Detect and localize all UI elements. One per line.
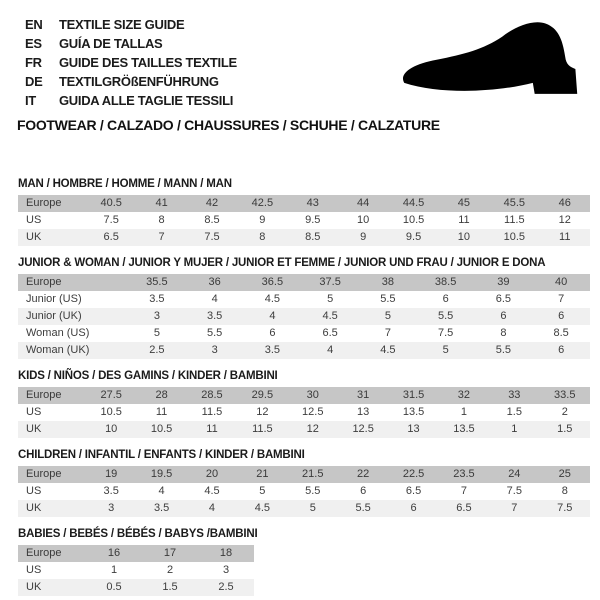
size-cell: 13: [388, 421, 438, 438]
dress-shoe-icon: [395, 18, 580, 106]
size-cell: 5: [128, 325, 186, 342]
row-label: US: [18, 404, 86, 421]
size-cell: 7: [489, 500, 539, 517]
size-cell: 4: [136, 483, 186, 500]
size-cell: 22: [338, 466, 388, 483]
size-section-babies: [18, 528, 600, 596]
size-cell: 2.5: [128, 342, 186, 359]
size-cell: 9.5: [388, 229, 438, 246]
row-label: Junior (US): [18, 291, 128, 308]
size-cell: 10.5: [388, 212, 438, 229]
size-cell: 1.5: [142, 579, 198, 596]
language-code: ES: [25, 36, 42, 51]
language-title: GUÍA DE TALLAS: [59, 36, 163, 51]
size-table-kids: [18, 387, 590, 438]
size-cell: 41: [136, 195, 186, 212]
row-label: UK: [18, 579, 86, 596]
size-cell: 8: [540, 483, 590, 500]
size-cell: 10: [86, 421, 136, 438]
size-cell: 29.5: [237, 387, 287, 404]
size-cell: 7.5: [187, 229, 237, 246]
section-title-children: CHILDREN / INFANTIL / ENFANTS / KINDER / BAMBINI: [18, 449, 305, 461]
row-label: Junior (UK): [18, 308, 128, 325]
section-title-junior-woman: JUNIOR & WOMAN / JUNIOR Y MUJER / JUNIOR ET FEMME / JUNIOR UND FRAU / JUNIOR E DONA: [18, 257, 546, 269]
size-cell: 7: [532, 291, 590, 308]
size-cell: 11.5: [489, 212, 539, 229]
table-row: [18, 562, 254, 579]
table-row: [18, 195, 590, 212]
table-row: [18, 483, 590, 500]
row-label: UK: [18, 500, 86, 517]
size-cell: 23.5: [439, 466, 489, 483]
language-title: GUIDE DES TAILLES TEXTILE: [59, 55, 237, 70]
language-title: TEXTILGRÖßENFÜHRUNG: [59, 74, 219, 89]
table-row: [18, 579, 254, 596]
size-cell: 6: [417, 291, 475, 308]
size-cell: 37.5: [301, 274, 359, 291]
table-row: [18, 342, 590, 359]
size-cell: 7: [439, 483, 489, 500]
size-cell: 4.5: [301, 308, 359, 325]
size-cell: 30: [288, 387, 338, 404]
size-cell: 8: [237, 229, 287, 246]
size-cell: 6: [475, 308, 533, 325]
size-cell: 38.5: [417, 274, 475, 291]
size-cell: 5.5: [359, 291, 417, 308]
size-cell: 5: [417, 342, 475, 359]
size-tables: [0, 178, 600, 596]
size-cell: 8.5: [532, 325, 590, 342]
size-cell: 4: [301, 342, 359, 359]
size-cell: 7: [359, 325, 417, 342]
language-code: EN: [25, 17, 43, 32]
size-cell: 2: [540, 404, 590, 421]
table-row: [18, 404, 590, 421]
row-label: Europe: [18, 466, 86, 483]
size-cell: 18: [198, 545, 254, 562]
row-label: Europe: [18, 195, 86, 212]
size-cell: 4.5: [244, 291, 302, 308]
size-cell: 38: [359, 274, 417, 291]
table-row: [18, 212, 590, 229]
size-cell: 8: [475, 325, 533, 342]
size-cell: 10.5: [489, 229, 539, 246]
size-cell: 5: [359, 308, 417, 325]
size-cell: 13.5: [388, 404, 438, 421]
size-cell: 3: [198, 562, 254, 579]
row-label: Europe: [18, 545, 86, 562]
size-cell: 3: [86, 500, 136, 517]
size-cell: 11.5: [237, 421, 287, 438]
size-cell: 44: [338, 195, 388, 212]
size-cell: 11: [540, 229, 590, 246]
table-row: [18, 291, 590, 308]
table-row: [18, 325, 590, 342]
size-cell: 20: [187, 466, 237, 483]
size-cell: 22.5: [388, 466, 438, 483]
size-cell: 5.5: [475, 342, 533, 359]
table-row: [18, 274, 590, 291]
size-cell: 4: [244, 308, 302, 325]
size-section-kids: [18, 370, 600, 438]
size-cell: 21.5: [288, 466, 338, 483]
size-cell: 6: [532, 342, 590, 359]
table-row: [18, 545, 254, 562]
size-cell: 9: [338, 229, 388, 246]
table-row: [18, 229, 590, 246]
size-cell: 10.5: [136, 421, 186, 438]
row-label: Europe: [18, 387, 86, 404]
size-cell: 39: [475, 274, 533, 291]
size-cell: 8.5: [288, 229, 338, 246]
size-cell: 12: [237, 404, 287, 421]
size-cell: 11.5: [187, 404, 237, 421]
language-code: FR: [25, 55, 42, 70]
section-title-babies: BABIES / BEBÉS / BÉBÉS / BABYS /BAMBINI: [18, 528, 258, 540]
size-table-man: [18, 195, 590, 246]
size-cell: 11: [439, 212, 489, 229]
size-cell: 36.5: [244, 274, 302, 291]
size-cell: 3.5: [128, 291, 186, 308]
size-cell: 25: [540, 466, 590, 483]
size-cell: 6: [244, 325, 302, 342]
size-cell: 35.5: [128, 274, 186, 291]
size-cell: 33: [489, 387, 539, 404]
size-cell: 11: [136, 404, 186, 421]
section-title-man: MAN / HOMBRE / HOMME / MANN / MAN: [18, 178, 232, 190]
size-cell: 0.5: [86, 579, 142, 596]
size-cell: 6: [338, 483, 388, 500]
size-cell: 10: [439, 229, 489, 246]
row-label: Woman (US): [18, 325, 128, 342]
size-cell: 2: [142, 562, 198, 579]
table-row: [18, 466, 590, 483]
size-cell: 5.5: [288, 483, 338, 500]
size-section-man: [18, 178, 600, 246]
size-cell: 6.5: [439, 500, 489, 517]
size-cell: 7.5: [540, 500, 590, 517]
size-cell: 4.5: [237, 500, 287, 517]
size-cell: 7.5: [489, 483, 539, 500]
size-cell: 28: [136, 387, 186, 404]
size-cell: 13: [338, 404, 388, 421]
size-cell: 7.5: [417, 325, 475, 342]
size-cell: 4: [187, 500, 237, 517]
size-cell: 2.5: [198, 579, 254, 596]
size-table-children: [18, 466, 590, 517]
size-cell: 12: [540, 212, 590, 229]
language-title: GUIDA ALLE TAGLIE TESSILI: [59, 93, 234, 108]
size-cell: 4: [186, 291, 244, 308]
size-cell: 5.5: [186, 325, 244, 342]
table-row: [18, 421, 590, 438]
size-cell: 6.5: [86, 229, 136, 246]
size-cell: 3: [128, 308, 186, 325]
size-cell: 1.5: [489, 404, 539, 421]
size-cell: 1: [489, 421, 539, 438]
size-cell: 46: [540, 195, 590, 212]
size-cell: 43: [288, 195, 338, 212]
size-cell: 1.5: [540, 421, 590, 438]
size-cell: 10: [338, 212, 388, 229]
size-cell: 6: [388, 500, 438, 517]
size-cell: 12: [288, 421, 338, 438]
size-cell: 36: [186, 274, 244, 291]
row-label: Woman (UK): [18, 342, 128, 359]
table-row: [18, 500, 590, 517]
size-cell: 4.5: [187, 483, 237, 500]
row-label: UK: [18, 421, 86, 438]
language-code: DE: [25, 74, 43, 89]
row-label: Europe: [18, 274, 128, 291]
size-cell: 5: [288, 500, 338, 517]
size-cell: 4.5: [359, 342, 417, 359]
table-row: [18, 387, 590, 404]
size-cell: 3.5: [186, 308, 244, 325]
size-cell: 45.5: [489, 195, 539, 212]
size-cell: 3.5: [136, 500, 186, 517]
size-cell: 10.5: [86, 404, 136, 421]
size-cell: 28.5: [187, 387, 237, 404]
size-cell: 42.5: [237, 195, 287, 212]
size-cell: 6.5: [475, 291, 533, 308]
category-heading: FOOTWEAR / CALZADO / CHAUSSURES / SCHUHE / CALZATURE: [17, 117, 440, 133]
size-cell: 6.5: [301, 325, 359, 342]
size-cell: 40.5: [86, 195, 136, 212]
row-label: US: [18, 562, 86, 579]
size-cell: 7.5: [86, 212, 136, 229]
size-cell: 11: [187, 421, 237, 438]
section-title-kids: KIDS / NIÑOS / DES GAMINS / KINDER / BAMBINI: [18, 370, 278, 382]
size-cell: 40: [532, 274, 590, 291]
size-cell: 5.5: [417, 308, 475, 325]
size-cell: 9: [237, 212, 287, 229]
size-cell: 19.5: [136, 466, 186, 483]
size-cell: 3: [186, 342, 244, 359]
size-section-junior-woman: [18, 257, 600, 359]
size-cell: 27.5: [86, 387, 136, 404]
size-cell: 12.5: [288, 404, 338, 421]
size-cell: 44.5: [388, 195, 438, 212]
size-cell: 1: [439, 404, 489, 421]
size-cell: 16: [86, 545, 142, 562]
size-cell: 31: [338, 387, 388, 404]
size-cell: 24: [489, 466, 539, 483]
row-label: US: [18, 483, 86, 500]
size-cell: 6: [532, 308, 590, 325]
size-cell: 1: [86, 562, 142, 579]
size-cell: 9.5: [288, 212, 338, 229]
row-label: US: [18, 212, 86, 229]
size-cell: 19: [86, 466, 136, 483]
size-table-babies: [18, 545, 254, 596]
size-table-junior-woman: [18, 274, 590, 359]
size-cell: 13.5: [439, 421, 489, 438]
size-cell: 5: [301, 291, 359, 308]
size-cell: 7: [136, 229, 186, 246]
size-cell: 8: [136, 212, 186, 229]
size-cell: 8.5: [187, 212, 237, 229]
size-cell: 3.5: [244, 342, 302, 359]
size-cell: 17: [142, 545, 198, 562]
size-cell: 45: [439, 195, 489, 212]
size-section-children: [18, 449, 600, 517]
size-cell: 5.5: [338, 500, 388, 517]
size-cell: 31.5: [388, 387, 438, 404]
size-cell: 32: [439, 387, 489, 404]
language-code: IT: [25, 93, 36, 108]
size-cell: 21: [237, 466, 287, 483]
table-row: [18, 308, 590, 325]
size-cell: 42: [187, 195, 237, 212]
row-label: UK: [18, 229, 86, 246]
size-cell: 33.5: [540, 387, 590, 404]
size-cell: 6.5: [388, 483, 438, 500]
size-cell: 5: [237, 483, 287, 500]
language-title: TEXTILE SIZE GUIDE: [59, 17, 185, 32]
dress-shoe-silhouette: [395, 18, 580, 106]
size-cell: 12.5: [338, 421, 388, 438]
size-cell: 3.5: [86, 483, 136, 500]
